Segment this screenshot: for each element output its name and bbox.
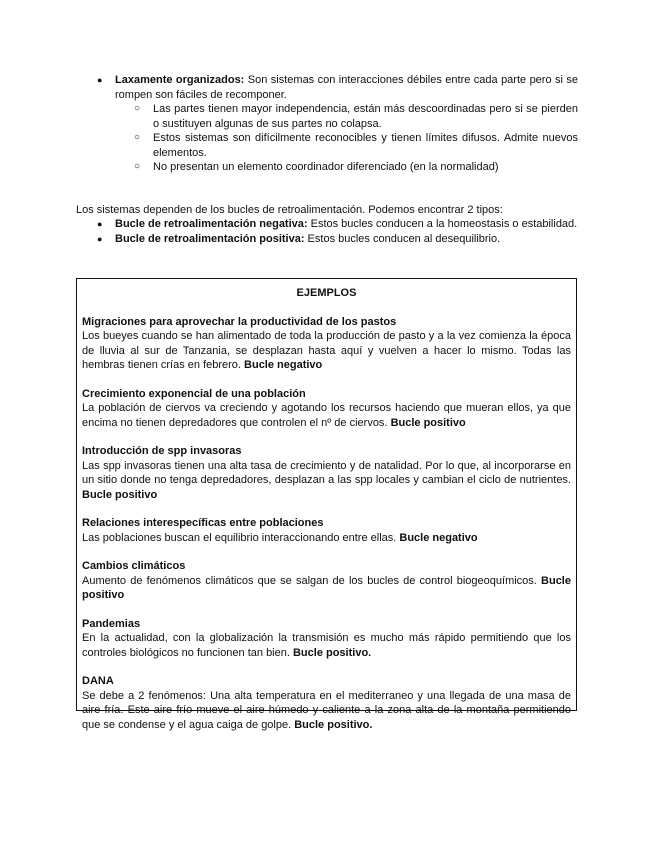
example-item [82, 387, 571, 431]
bullet-dot-icon: ● [97, 75, 103, 85]
example-body [82, 631, 571, 660]
examples-title: EJEMPLOS [296, 287, 357, 299]
feedback-types-section [76, 217, 578, 246]
example-result: Bucle positivo [82, 574, 571, 601]
example-text: La población de ciervos va creciendo y agotando los recursos haciendo que mueran ellos, ya que encima no tienen depredadores que controlen el nº de ciervos. [82, 402, 571, 429]
bullet-list [76, 73, 578, 102]
bullet-title: Bucle de retroalimentación negativa: [115, 218, 308, 230]
example-title: Cambios climáticos [82, 560, 186, 572]
example-text: Las spp invasoras tienen una alta tasa de crecimiento y de natalidad. Por lo que, al incorporarse en un sitio donde no tenga depredadores, desplazan a las spp locales y cambian el ciclo de nutrientes. [82, 459, 571, 486]
example-item [82, 444, 571, 502]
sub-bullet-item [76, 102, 578, 131]
bullet-text: Estos bucles conducen al desequilibrio. [304, 232, 501, 245]
sub-bullet-item [76, 160, 578, 175]
example-title: Relaciones interespecíficas entre poblaciones [82, 517, 324, 529]
bullet-loosely-organized [76, 73, 578, 102]
example-body [82, 689, 571, 733]
example-item [82, 674, 571, 732]
example-text: En la actualidad, con la globalización la transmisión es mucho más rápido permitiendo que los controles biológicos no funcionen tan bien. [82, 632, 571, 659]
example-item [82, 315, 571, 373]
circle-bullet-icon: ○ [134, 103, 141, 114]
bullet-dot-icon: ● [97, 219, 103, 229]
example-result: Bucle negativo [244, 359, 323, 371]
example-item [82, 516, 571, 545]
example-result: Bucle positivo. [292, 646, 372, 659]
example-item [82, 617, 571, 661]
bullet-dot-icon: ● [97, 233, 103, 244]
sub-bullet-item [76, 131, 578, 160]
bullet-negative-feedback [76, 217, 578, 232]
example-title: Introducción de spp invasoras [82, 445, 242, 457]
example-body [82, 329, 571, 373]
example-result: Bucle positivo [390, 416, 466, 429]
example-result: Bucle negativo [399, 531, 478, 544]
circle-bullet-icon: ○ [134, 132, 141, 143]
sub-bullet-text: Estos sistemas son difícilmente reconocibles y tienen límites difusos. Admite nuevos elementos. [153, 132, 578, 159]
example-text: Las poblaciones buscan el equilibrio interaccionando entre ellas. [82, 531, 400, 544]
example-item [82, 559, 571, 603]
bullet-text: Estos bucles conducen a la homeostasis o estabilidad. [307, 218, 578, 230]
example-body [82, 401, 571, 430]
example-title: Crecimiento exponencial de una población [82, 387, 306, 400]
example-text: Aumento de fenómenos climáticos que se salgan de los bucles de control biogeoquímicos. [82, 574, 542, 587]
example-title: Pandemias [82, 617, 141, 630]
bullet-title: Bucle de retroalimentación positiva: [115, 232, 305, 245]
bullet-list [76, 217, 578, 246]
example-body [82, 459, 571, 503]
feedback-intro: Los sistemas dependen de los bucles de retroalimentación. Podemos encontrar 2 tipos: [76, 204, 503, 216]
loosely-organized-section [76, 73, 578, 175]
example-result: Bucle positivo. [294, 718, 373, 731]
example-result: Bucle positivo [82, 488, 158, 501]
example-body [82, 574, 571, 603]
example-text: Los bueyes cuando se han alimentado de toda la producción de pasto y a la vez comienza la época de lluvia al sur de Tanzania, se desplazan hasta aquí y vuelven a hacer lo mismo. Todas las hembras tienen crías en febrero. [82, 330, 571, 371]
sub-bullet-text: Las partes tienen mayor independencia, están más descoordinadas pero si se pierden o sustituyen algunas de sus partes no colapsa. [153, 103, 578, 130]
bullet-text: Son sistemas con interacciones débiles entre cada parte pero si se rompen son fáciles de recomponer. [115, 74, 578, 101]
example-title: Migraciones para aprovechar la productividad de los pastos [82, 315, 397, 328]
circle-bullet-icon: ○ [134, 161, 141, 172]
sub-bullet-list [76, 102, 578, 175]
example-body [82, 531, 571, 546]
example-text: Se debe a 2 fenómenos: Una alta temperatura en el mediterraneo y una llegada de una masa de aire fría. Este aire frío mueve el aire húmedo y caliente a la zona alta de la montaña permitiendo que se condense y el agua caiga de golpe. [82, 689, 571, 731]
bullet-positive-feedback [76, 232, 578, 247]
bullet-title: Laxamente organizados: [115, 74, 245, 86]
sub-bullet-text: No presentan un elemento coordinador diferenciado (en la normalidad) [153, 161, 499, 173]
examples-box [76, 278, 577, 731]
example-title: DANA [82, 675, 114, 687]
